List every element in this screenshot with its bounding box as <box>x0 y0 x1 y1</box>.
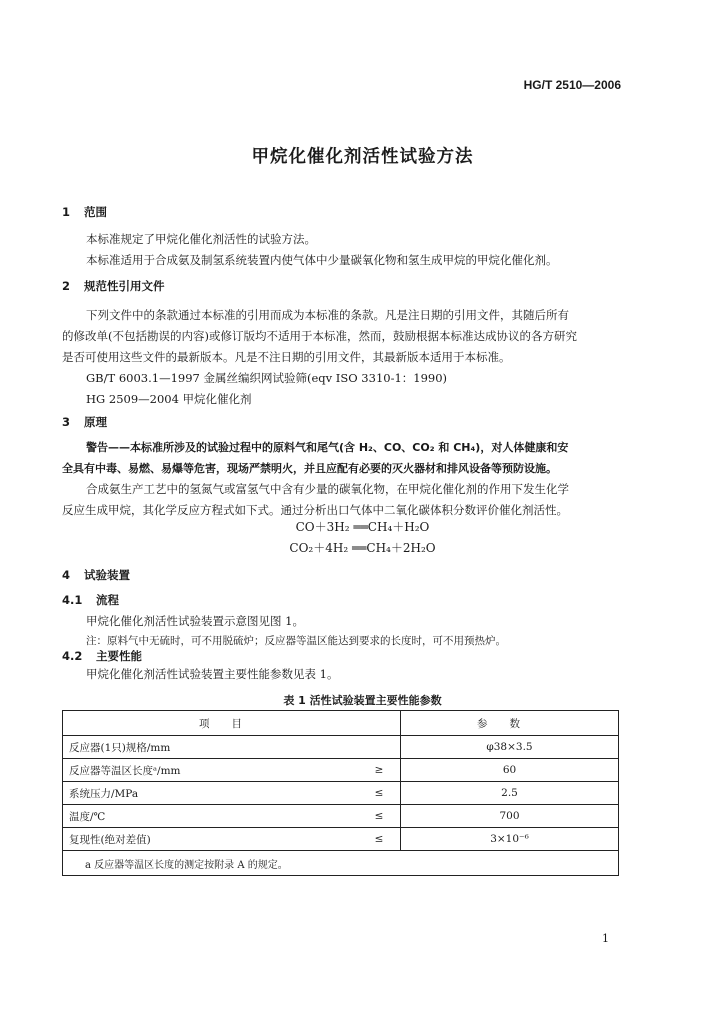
row-symbol: ≥ <box>358 759 401 782</box>
section-1-para-1: 本标准规定了甲烷化催化剂活性的试验方法。 <box>86 232 316 246</box>
warning-line-2: 全具有中毒、易燃、易爆等危害，现场严禁明火，并且应配有必要的灭火器材和排风设备等预防设施。 <box>62 462 557 475</box>
row-item: 复现性(绝对差值) <box>63 828 359 851</box>
section-3-heading <box>62 414 107 430</box>
section-4-1-note: 注：原料气中无硫时，可不用脱硫炉；反应器等温区能达到要求的长度时，可不用预热炉。 <box>86 635 506 647</box>
table-row <box>63 759 619 782</box>
section-4-2-heading <box>62 648 142 664</box>
section-title: 原理 <box>84 415 107 429</box>
row-item: 反应器(1只)规格/mm <box>63 736 359 759</box>
row-value: 700 <box>401 805 619 828</box>
section-2-line-1: 下列文件中的条款通过本标准的引用而成为本标准的条款。凡是注日期的引用文件，其随后所有 <box>86 308 569 322</box>
section-number: 2 <box>62 279 71 293</box>
section-1-heading <box>62 204 107 220</box>
section-number: 4 <box>62 568 71 582</box>
row-item: 温度/℃ <box>63 805 359 828</box>
table-1-title: 表 1 活性试验装置主要性能参数 <box>283 694 442 707</box>
subsection-number: 4.2 <box>62 649 83 663</box>
section-4-1-heading <box>62 592 119 608</box>
section-4-heading <box>62 567 130 583</box>
section-2-line-3: 是否可使用这些文件的最新版本。凡是不注日期的引用文件，其最新版本适用于本标准。 <box>62 350 511 364</box>
subsection-title: 主要性能 <box>96 649 142 663</box>
equation-1: CO＋3H₂ ══CH₄＋H₂O <box>295 520 430 534</box>
section-3-line-1: 合成氨生产工艺中的氢氮气或富氢气中含有少量的碳氧化物，在甲烷化催化剂的作用下发生化学 <box>86 482 569 496</box>
reference-hg-2509: HG 2509—2004 甲烷化催化剂 <box>86 392 252 406</box>
section-2-line-2: 的修改单(不包括勘误的内容)或修订版均不适用于本标准，然而，鼓励根据本标准达成协议的各方研究 <box>62 329 577 343</box>
table-footnote-row <box>63 851 619 876</box>
parameters-table <box>62 710 619 876</box>
column-header-item: 项目 <box>63 711 401 736</box>
page-number: 1 <box>602 932 609 945</box>
subsection-number: 4.1 <box>62 593 83 607</box>
table-footnote: a 反应器等温区长度的测定按附录 A 的规定。 <box>63 851 619 876</box>
table-row <box>63 782 619 805</box>
section-2-heading <box>62 278 165 294</box>
column-header-value: 参数 <box>401 711 619 736</box>
row-value: 60 <box>401 759 619 782</box>
section-number: 1 <box>62 205 71 219</box>
row-symbol <box>358 736 401 759</box>
section-title: 范围 <box>84 205 107 219</box>
section-4-1-text: 甲烷化催化剂活性试验装置示意图见图 1。 <box>86 614 304 628</box>
section-title: 试验装置 <box>84 568 130 582</box>
document-title: 甲烷化催化剂活性试验方法 <box>251 147 474 167</box>
row-symbol: ≤ <box>358 805 401 828</box>
table-row <box>63 736 619 759</box>
standard-number: HG/T 2510—2006 <box>523 78 621 92</box>
section-title: 规范性引用文件 <box>84 279 165 293</box>
row-item: 反应器等温区长度ᵃ/mm <box>63 759 359 782</box>
row-value: 3×10⁻⁶ <box>401 828 619 851</box>
row-symbol: ≤ <box>358 782 401 805</box>
row-value: φ38×3.5 <box>401 736 619 759</box>
table-row <box>63 805 619 828</box>
subsection-title: 流程 <box>96 593 119 607</box>
row-symbol: ≤ <box>358 828 401 851</box>
section-4-2-text: 甲烷化催化剂活性试验装置主要性能参数见表 1。 <box>86 667 339 681</box>
row-item: 系统压力/MPa <box>63 782 359 805</box>
reference-gbt-6003: GB/T 6003.1—1997 金属丝编织网试验筛(eqv ISO 3310-1：1990) <box>86 371 448 385</box>
warning-line-1: 警告——本标准所涉及的试验过程中的原料气和尾气(含 H₂、CO、CO₂ 和 CH₄)，对人体健康和安 <box>86 441 569 454</box>
section-1-para-2: 本标准适用于合成氨及制氢系统装置内使气体中少量碳氧化物和氢生成甲烷的甲烷化催化剂。 <box>86 253 558 267</box>
equation-2: CO₂＋4H₂ ══CH₄＋2H₂O <box>289 541 436 555</box>
section-number: 3 <box>62 415 71 429</box>
section-3-line-2: 反应生成甲烷，其化学反应方程式如下式。通过分析出口气体中二氧化碳体积分数评价催化剂活性。 <box>62 503 568 517</box>
table-row <box>63 828 619 851</box>
table-header-row <box>63 711 619 736</box>
row-value: 2.5 <box>401 782 619 805</box>
